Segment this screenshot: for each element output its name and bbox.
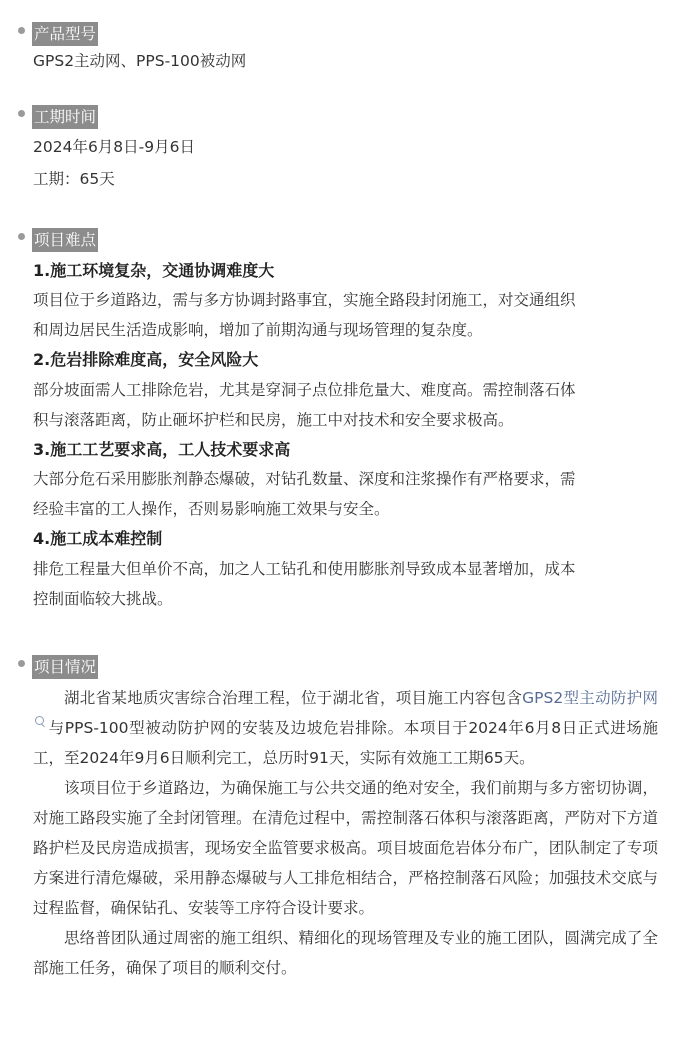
situation-paragraph: 湖北省某地质灾害综合治理工程，位于湖北省，项目施工内容包含GPS2型主动防护网与PPS-100型被动防护网的安装及边坡危岩排除。本项目于2024年6月8日正式进场施工，至2024年9月6日顺利完工，总历时91天，实际有效施工工期65天。 (33, 689, 658, 767)
section-tag-period: 工期时间 (32, 105, 98, 129)
difficulty-title: 3.施工工艺要求高，工人技术要求高 (33, 440, 291, 459)
difficulty-text: 和周边居民生活造成影响，增加了前期沟通与现场管理的复杂度。 (33, 321, 483, 339)
section-tag-situation: 项目情况 (32, 655, 98, 679)
situation-section (0, 655, 682, 977)
section-tag-product: 产品型号 (32, 22, 98, 46)
difficulty-title: 4.施工成本难控制 (33, 529, 163, 548)
difficulty-text: 积与滚落距离，防止砸坏护栏和民房，施工中对技术和安全要求极高。 (33, 411, 514, 429)
bullet-dot (18, 660, 25, 667)
period-duration: 工期：65天 (33, 170, 115, 188)
difficulty-text: 部分坡面需人工排除危岩，尤其是穿洞子点位排危量大、难度高。需控制落石体 (33, 381, 576, 399)
bullet-dot (18, 233, 25, 240)
difficulty-text: 经验丰富的工人操作，否则易影响施工效果与安全。 (33, 500, 390, 518)
difficulties-section (0, 228, 682, 608)
difficulty-text: 控制面临较大挑战。 (33, 590, 173, 608)
section-tag-difficulties: 项目难点 (32, 228, 98, 252)
difficulty-title: 1.施工环境复杂，交通协调难度大 (33, 261, 275, 280)
situation-paragraph: 思络普团队通过周密的施工组织、精细化的现场管理及专业的施工团队，圆满完成了全部施工任务，确保了项目的顺利交付。 (33, 929, 658, 977)
situation-paragraph: 该项目位于乡道路边，为确保施工与公共交通的绝对安全，我们前期与多方密切协调，对施工路段实施了全封闭管理。在清危过程中，需控制落石体积与滚落距离，严防对下方道路护栏及民房造成损害，现场安全监管要求极高。项目坡面危岩体分布广，团队制定了专项方案进行清危爆破，采用静态爆破与人工排危相结合，严格控制落石风险；加强技术交底与过程监督，确保钻孔、安装等工序符合设计要求。 (33, 779, 658, 917)
difficulty-title: 2.危岩排除难度高，安全风险大 (33, 350, 259, 369)
product-link[interactable]: GPS2型主动防护网 (522, 689, 658, 707)
bullet-dot (18, 27, 25, 34)
difficulty-text: 大部分危石采用膨胀剂静态爆破，对钻孔数量、深度和注浆操作有严格要求，需 (33, 470, 576, 488)
difficulty-text: 项目位于乡道路边，需与多方协调封路事宜，实施全路段封闭施工，对交通组织 (33, 291, 576, 309)
situation-body (33, 683, 658, 983)
difficulty-text: 排危工程量大但单价不高，加之人工钻孔和使用膨胀剂导致成本显著增加，成本 (33, 560, 576, 578)
search-icon[interactable] (35, 716, 44, 725)
period-dates: 2024年6月8日-9月6日 (33, 138, 195, 156)
product-section (0, 22, 682, 70)
period-section (0, 105, 682, 188)
bullet-dot (18, 110, 25, 117)
product-value: GPS2主动网、PPS-100被动网 (33, 52, 247, 70)
